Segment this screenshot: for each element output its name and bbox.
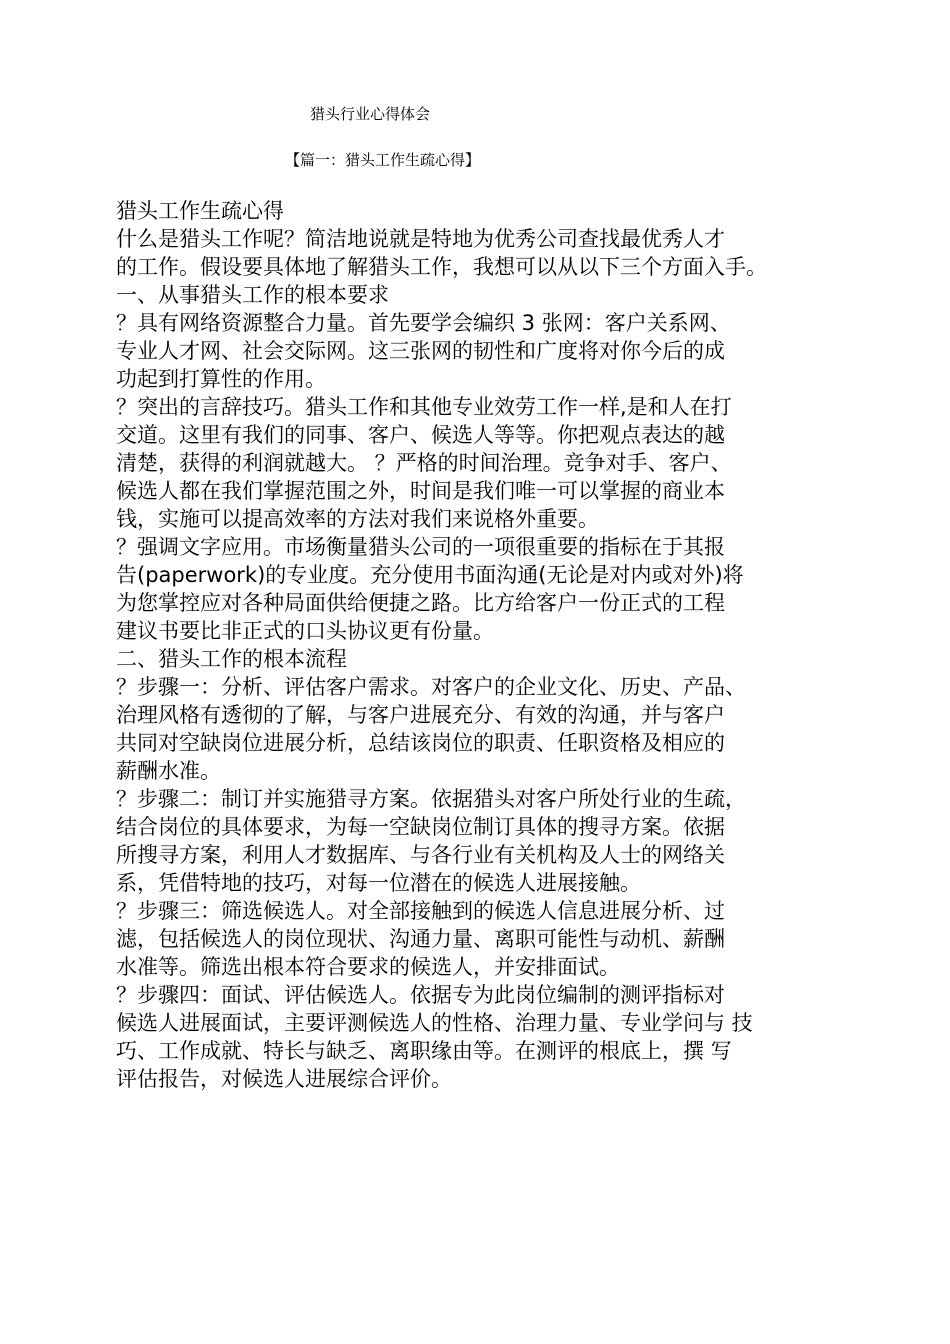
body-line: 告(paperwork)的专业度。充分使用书面沟通(无论是对内或对外)将	[116, 563, 744, 587]
body-line: 水准等。筛选出根本符合要求的候选人，并安排面试。	[116, 955, 620, 979]
body-line: ？步骤三：筛选候选人。对全部接触到的候选人信息进展分析、过	[116, 899, 725, 923]
body-line: 建议书要比非正式的口头协议更有份量。	[116, 619, 494, 643]
document-subtitle: 【篇一：猎头工作生疏心得】	[285, 151, 481, 169]
body-line: 清楚，获得的利润就越大。 ？严格的时间治理。竞争对手、客户、	[116, 451, 732, 475]
body-line: 专业人才网、社会交际网。这三张网的韧性和广度将对你今后的成	[116, 339, 725, 363]
body-line: ？步骤二：制订并实施猎寻方案。依据猎头对客户所处行业的生疏，	[116, 787, 746, 811]
body-line: ？步骤一：分析、评估客户需求。对客户的企业文化、历史、产品、	[116, 675, 746, 699]
body-line: 薪酬水准。	[116, 759, 221, 783]
body-line: 所搜寻方案，利用人才数据库、与各行业有关机构及人士的网络关	[116, 843, 725, 867]
body-line: ？突出的言辞技巧。猎头工作和其他专业效劳工作一样,是和人在打	[116, 395, 732, 419]
body-line: 共同对空缺岗位进展分析，总结该岗位的职责、任职资格及相应的	[116, 731, 725, 755]
body-line: 为您掌控应对各种局面供给便捷之路。比方给客户一份正式的工程	[116, 591, 725, 615]
body-line: 候选人进展面试，主要评测候选人的性格、治理力量、专业学问与 技	[116, 1011, 753, 1035]
body-line: 候选人都在我们掌握范围之外，时间是我们唯一可以掌握的商业本	[116, 479, 725, 503]
body-line: 治理风格有透彻的了解，与客户进展充分、有效的沟通，并与客户	[116, 703, 725, 727]
body-line: 什么是猎头工作呢？简洁地说就是特地为优秀公司查找最优秀人才	[116, 227, 725, 251]
document-body	[116, 197, 836, 1093]
body-line: 猎头工作生疏心得	[116, 199, 284, 223]
body-line: 巧、工作成就、特长与缺乏、离职缘由等。在测评的根底上，撰 写	[116, 1039, 732, 1063]
body-line: 功起到打算性的作用。	[116, 367, 326, 391]
body-line: 结合岗位的具体要求，为每一空缺岗位制订具体的搜寻方案。依据	[116, 815, 725, 839]
body-line: ？步骤四：面试、评估候选人。依据专为此岗位编制的测评指标对	[116, 983, 725, 1007]
body-line: 系，凭借特地的技巧，对每一位潜在的候选人进展接触。	[116, 871, 641, 895]
document-title: 猎头行业心得体会	[310, 105, 431, 123]
body-line: 评估报告，对候选人进展综合评价。	[116, 1067, 452, 1091]
body-line: 滤，包括候选人的岗位现状、沟通力量、离职可能性与动机、薪酬	[116, 927, 725, 951]
body-line: 一、从事猎头工作的根本要求	[116, 283, 389, 307]
body-line: 钱，实施可以提高效率的方法对我们来说格外重要。	[116, 507, 599, 531]
body-line: 二、猎头工作的根本流程	[116, 647, 347, 671]
body-line: 交道。这里有我们的同事、客户、候选人等等。你把观点表达的越	[116, 423, 725, 447]
body-line: ？强调文字应用。市场衡量猎头公司的一项很重要的指标在于其报	[116, 535, 725, 559]
body-line: ？具有网络资源整合力量。首先要学会编织 3 张网：客户关系网、	[116, 311, 731, 335]
body-line: 的工作。假设要具体地了解猎头工作，我想可以从以下三个方面入手。	[116, 255, 767, 279]
